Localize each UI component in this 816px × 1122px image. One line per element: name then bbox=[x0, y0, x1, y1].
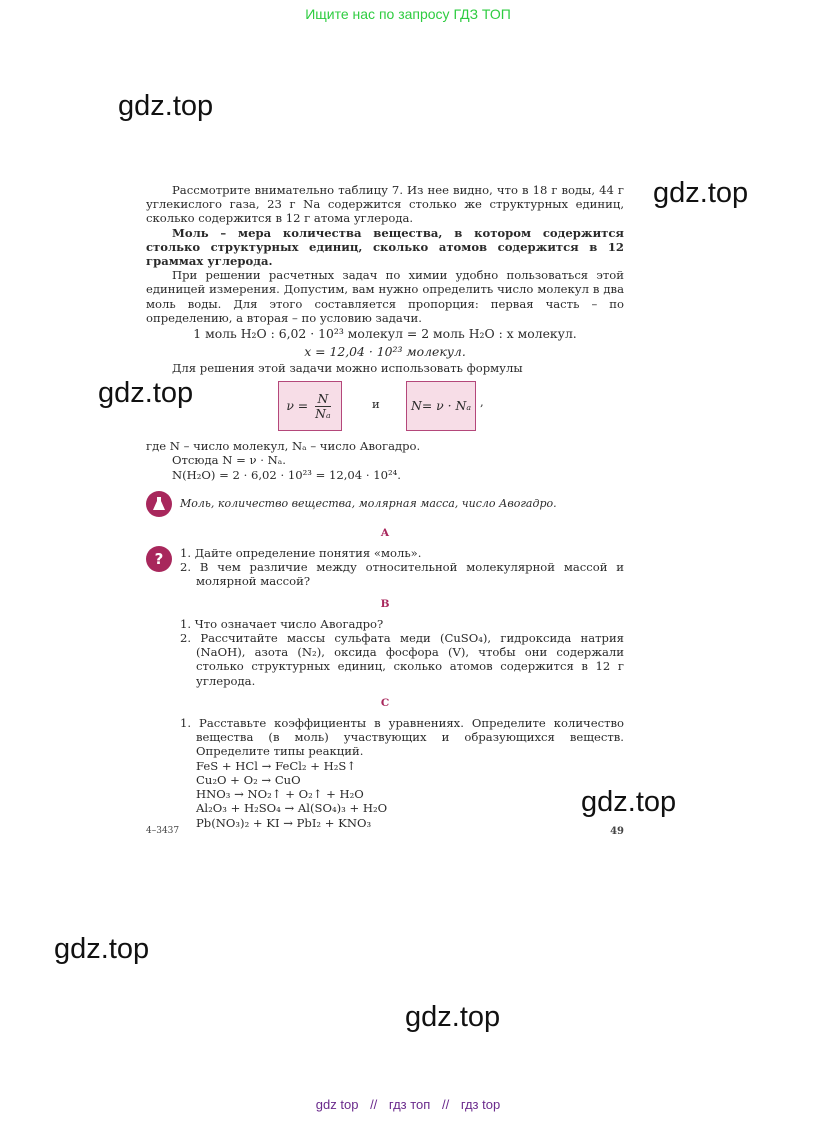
fraction bbox=[312, 392, 334, 421]
hence-line: Отсюда N = ν · Nₐ. bbox=[172, 453, 286, 468]
page-footer bbox=[146, 826, 624, 836]
bottom-link[interactable]: гдз топ bbox=[388, 1097, 431, 1112]
section-c-heading: C bbox=[380, 696, 390, 709]
reaction-line: Cu₂O + O₂ → CuO bbox=[196, 772, 301, 787]
reaction-line: Pb(NO₃)₂ + KI → PbI₂ + KNO₃ bbox=[196, 815, 372, 830]
watermark: gdz.top bbox=[581, 786, 677, 818]
paragraph: Рассмотрите внимательно таблицу 7. Из нее видно, что в 18 г воды, 44 г углекислого газа, 23 г Na содержится столько же структурных единиц, сколько содержится в 12 г атома углерода. bbox=[146, 183, 624, 226]
top-search-link[interactable]: Ищите нас по запросу ГДЗ ТОП bbox=[305, 6, 511, 22]
formula-and: и bbox=[372, 397, 380, 412]
reaction-line: HNO₃ → NO₂↑ + O₂↑ + H₂O bbox=[196, 787, 364, 802]
question-icon: ? bbox=[146, 546, 172, 572]
watermark: gdz.top bbox=[54, 933, 150, 965]
question-item: 1. Что означает число Авогадро? bbox=[180, 616, 384, 631]
formula-box-n bbox=[406, 381, 476, 431]
equation: x = 12,04 · 10²³ молекул. bbox=[304, 344, 466, 360]
keywords-text: Моль, количество вещества, молярная масса, число Авогадро. bbox=[180, 496, 557, 510]
watermark: gdz.top bbox=[653, 177, 749, 209]
where-line: где N – число молекул, Nₐ – число Авогадро. bbox=[146, 439, 421, 454]
question-item: 1. Расставьте коэффициенты в уравнениях. Определите количество вещества (в моль) участвующих и образующихся веществ. Определите типы реакций. bbox=[180, 716, 624, 759]
page-number: 49 bbox=[610, 826, 624, 837]
paragraph: Для решения этой задачи можно использовать формулы bbox=[172, 361, 523, 376]
section-a-heading: A bbox=[380, 526, 390, 539]
question-item: 2. В чем различие между относительной молекулярной массой и молярной массой? bbox=[180, 560, 624, 589]
reaction-line: FeS + HCl → FeCl₂ + H₂S↑ bbox=[196, 758, 357, 773]
formula-comma: , bbox=[480, 395, 484, 410]
section-a-questions bbox=[146, 546, 624, 589]
formula-n: N= ν · Nₐ bbox=[410, 398, 471, 414]
bottom-link[interactable]: gdz top bbox=[315, 1097, 359, 1112]
watermark: gdz.top bbox=[98, 377, 194, 409]
separator: // bbox=[370, 1097, 378, 1112]
question-item: 2. Рассчитайте массы сульфата меди (CuSO₄), гидроксида натрия (NaOH), азота (N₂), оксида фосфора (V), чтобы они содержали столько структурных единиц, сколько атомов содержится в 12 г углерода. bbox=[180, 631, 624, 688]
watermark: gdz.top bbox=[405, 1001, 501, 1033]
definition-paragraph: Моль – мера количества вещества, в котором содержится столько структурных единиц, сколько атомов содержится в 12 граммах углерода. bbox=[146, 225, 624, 269]
print-code: 4–3437 bbox=[146, 826, 180, 836]
section-b-questions bbox=[146, 617, 624, 688]
calc-line: N(H₂O) = 2 · 6,02 · 10²³ = 12,04 · 10²⁴. bbox=[172, 467, 401, 482]
paragraph: При решении расчетных задач по химии удобно пользоваться этой единицей измерения. Допустим, вам нужно определить число молекул в два моль воды. Для этого составляется пропорция: первая часть – по определению, а вторая – по условию задачи. bbox=[146, 268, 624, 325]
fraction-denominator: Nₐ bbox=[315, 405, 331, 421]
equation: 1 моль H₂O : 6,02 · 10²³ молекул = 2 моль H₂O : x молекул. bbox=[193, 326, 577, 342]
section-b-heading: B bbox=[380, 597, 390, 610]
formula-lhs: ν = bbox=[286, 398, 309, 414]
bottom-link[interactable]: гдз top bbox=[460, 1097, 501, 1112]
reaction-line: Al₂O₃ + H₂SO₄ → Al(SO₄)₃ + H₂O bbox=[196, 801, 388, 816]
section-c-questions bbox=[146, 716, 624, 830]
separator: // bbox=[441, 1097, 450, 1112]
formula-box-nu bbox=[278, 381, 342, 431]
question-item: 1. Дайте определение понятия «моль». bbox=[180, 546, 422, 561]
textbook-page bbox=[146, 183, 624, 830]
keywords-block bbox=[146, 490, 624, 518]
fraction-numerator: N bbox=[315, 392, 332, 407]
formula-row bbox=[146, 381, 624, 439]
flask-icon bbox=[146, 491, 172, 517]
bottom-links bbox=[0, 1097, 816, 1112]
watermark: gdz.top bbox=[118, 90, 214, 122]
